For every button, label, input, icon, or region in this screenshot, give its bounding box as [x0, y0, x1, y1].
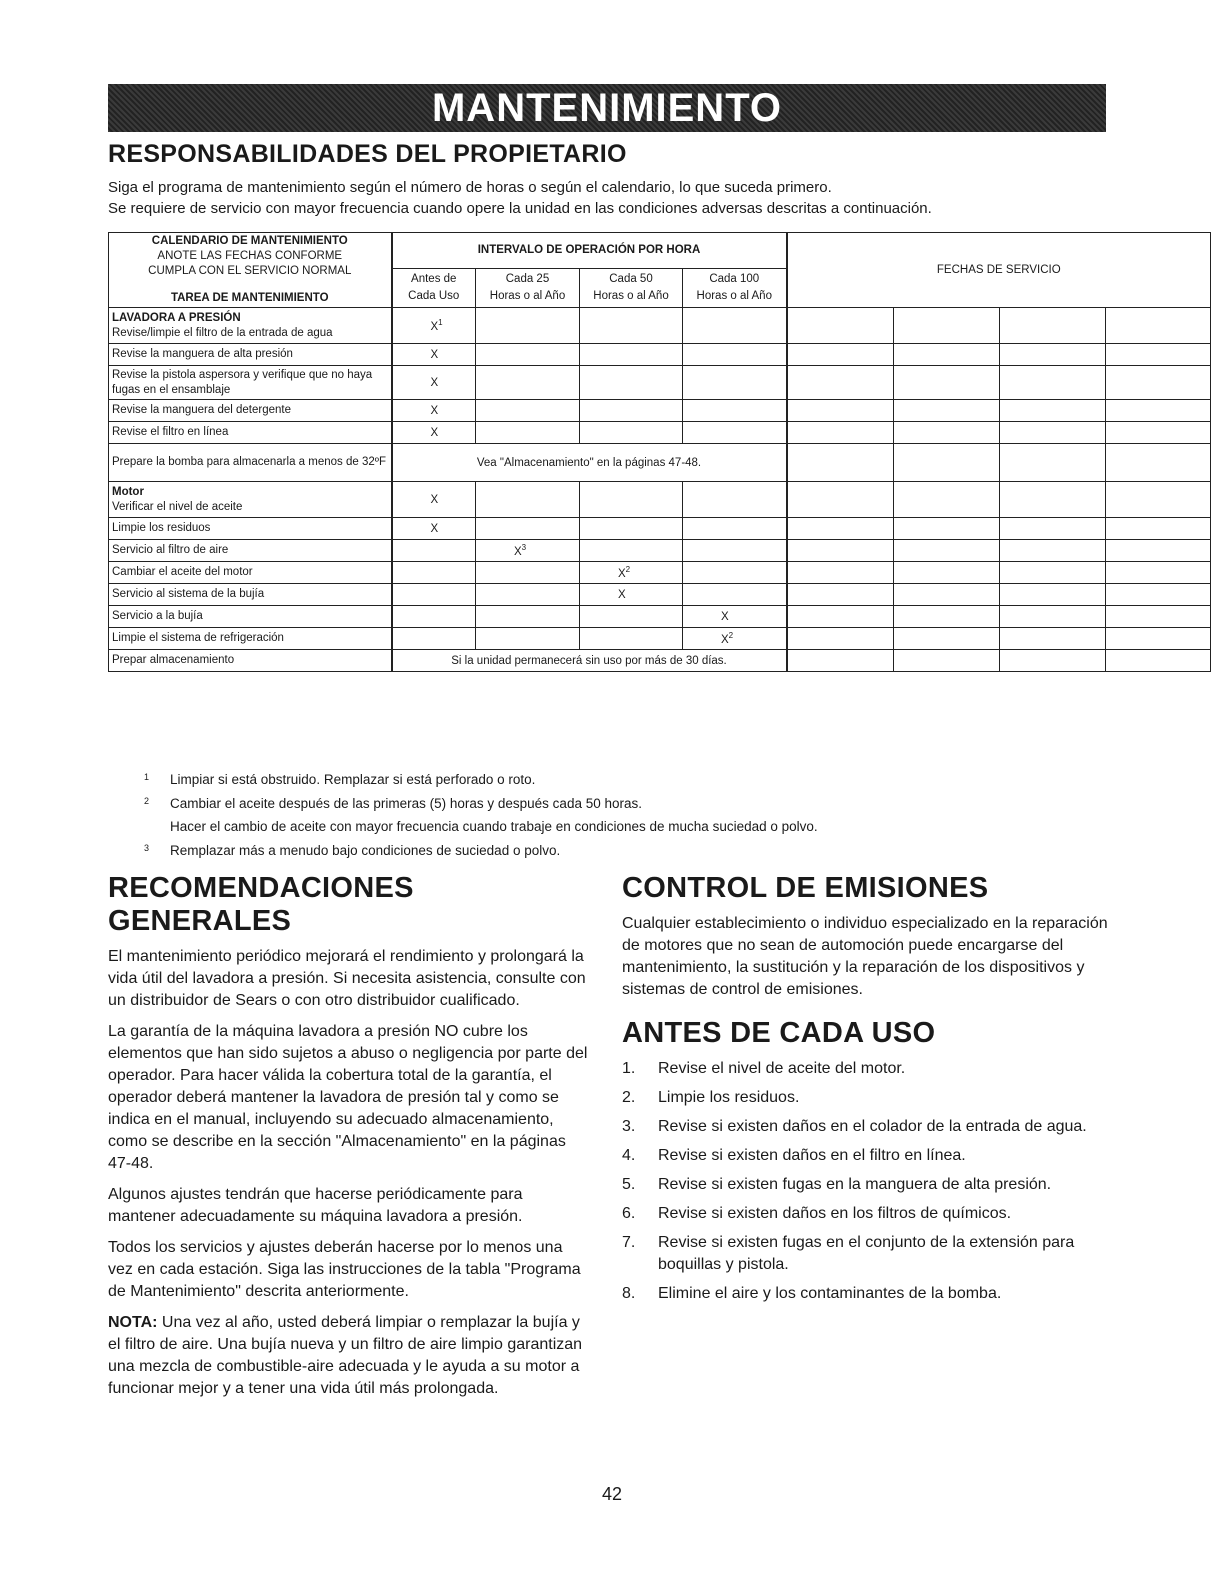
service-date-cell[interactable]	[894, 422, 1000, 444]
service-date-cell[interactable]	[787, 584, 894, 606]
interval-mark: X	[514, 545, 522, 558]
task-label: Revise el filtro en línea	[112, 426, 229, 438]
service-date-cell[interactable]	[894, 562, 1000, 584]
interval-mark: X	[430, 522, 439, 535]
service-date-cell[interactable]	[787, 562, 894, 584]
table-row	[109, 628, 1211, 650]
list-item: 5. Revise si existen fugas en la manguera de alta presión.	[622, 1176, 1052, 1193]
service-date-cell[interactable]	[787, 650, 894, 672]
interval-header: INTERVALO DE OPERACIÓN POR HORA	[392, 233, 787, 269]
service-date-cell[interactable]	[1000, 366, 1106, 400]
task-label: Revise la manguera del detergente	[112, 404, 292, 416]
table-row	[109, 308, 1211, 344]
service-date-cell[interactable]	[1106, 562, 1211, 584]
task-label: Cambiar el aceite del motor	[112, 566, 253, 578]
footnote-text: Remplazar más a menudo bajo condiciones de suciedad o polvo.	[170, 842, 561, 858]
interval-cell	[392, 400, 476, 422]
table-row	[109, 540, 1211, 562]
col-before-each-use: Antes de Cada Uso	[392, 268, 476, 307]
service-date-cell[interactable]	[1106, 540, 1211, 562]
service-date-cell[interactable]	[1000, 518, 1106, 540]
interval-cell	[580, 628, 683, 650]
calendar-header-cell	[109, 233, 392, 308]
interval-cell	[580, 606, 683, 628]
interval-cell	[580, 482, 683, 518]
before-each-use-heading: ANTES DE CADA USO	[622, 1017, 936, 1049]
note-text: Una vez al año, usted deberá limpiar o remplazar la bujía y el filtro de aire. Una bujía nueva y un filtro de aire limpio garantizan una mezcla de combustible-aire adecuada y le ayuda a su motor a funcionar mejor y a tener una vida útil más prolongada.	[108, 1314, 583, 1397]
interval-cell	[476, 540, 580, 562]
interval-cell	[683, 308, 787, 344]
table-row	[109, 606, 1211, 628]
task-cell	[109, 482, 392, 518]
service-date-cell[interactable]	[1000, 482, 1106, 518]
task-cell	[109, 518, 392, 540]
task-label: Servicio al sistema de la bujía	[112, 588, 265, 600]
footnote-number: 3	[144, 842, 150, 853]
service-date-cell[interactable]	[894, 518, 1000, 540]
interval-note: Vea "Almacenamiento" en la páginas 47-48.	[392, 444, 787, 482]
interval-cell	[392, 628, 476, 650]
task-label: Revise la pistola aspersora y verifique que no haya fugas en el ensamblaje	[112, 368, 373, 396]
service-date-cell[interactable]	[894, 344, 1000, 366]
footnote	[144, 815, 1044, 839]
calendar-line-2: CUMPLA CON EL SERVICIO NORMAL	[148, 265, 352, 277]
task-cell	[109, 584, 392, 606]
interval-cell	[683, 606, 787, 628]
interval-cell	[476, 606, 580, 628]
list-item: 1. Revise el nivel de aceite del motor.	[622, 1060, 906, 1077]
interval-cell	[580, 518, 683, 540]
interval-mark: X	[618, 567, 626, 580]
task-cell	[109, 562, 392, 584]
interval-cell	[476, 366, 580, 400]
interval-mark: X	[430, 348, 439, 361]
interval-note: Si la unidad permanecerá sin uso por más de 30 días.	[392, 650, 787, 672]
task-cell	[109, 628, 392, 650]
interval-mark: X	[430, 493, 439, 506]
interval-cell	[476, 562, 580, 584]
service-date-cell[interactable]	[1000, 400, 1106, 422]
service-date-cell[interactable]	[894, 540, 1000, 562]
calendar-title: CALENDARIO DE MANTENIMIENTO	[151, 235, 348, 247]
col-every-50: Cada 50 Horas o al Año	[580, 268, 683, 307]
service-date-cell[interactable]	[787, 308, 894, 344]
service-date-cell[interactable]	[1000, 628, 1106, 650]
owner-responsibilities-heading: RESPONSABILIDADES DEL PROPIETARIO	[108, 140, 627, 168]
service-date-cell[interactable]	[787, 422, 894, 444]
general-note	[108, 1312, 588, 1400]
table-row	[109, 400, 1211, 422]
service-date-cell[interactable]	[894, 308, 1000, 344]
interval-mark: X	[430, 376, 439, 389]
interval-cell	[580, 422, 683, 444]
maintenance-schedule-table	[108, 232, 1211, 672]
interval-cell	[392, 584, 476, 606]
service-date-cell[interactable]	[894, 584, 1000, 606]
section-banner	[108, 84, 1106, 132]
task-cell	[109, 400, 392, 422]
interval-cell	[476, 400, 580, 422]
interval-cell	[476, 344, 580, 366]
list-item: 6. Revise si existen daños en los filtros de químicos.	[622, 1205, 1012, 1222]
table-row	[109, 366, 1211, 400]
service-date-cell[interactable]	[787, 628, 894, 650]
task-label: Limpie el sistema de refrigeración	[112, 632, 284, 644]
task-label: Revise/limpie el filtro de la entrada de agua	[112, 326, 333, 339]
note-label: NOTA:	[108, 1314, 158, 1331]
interval-cell	[476, 628, 580, 650]
interval-mark: X	[430, 404, 439, 417]
interval-cell	[392, 562, 476, 584]
task-label: Prepar almacenamiento	[112, 654, 235, 666]
task-label: Servicio a la bujía	[112, 610, 203, 622]
general-paragraph-3: Algunos ajustes tendrán que hacerse periódicamente para mantener adecuadamente su máquina lavadora a presión.	[108, 1186, 523, 1225]
service-date-cell[interactable]	[1000, 422, 1106, 444]
service-date-cell[interactable]	[1000, 444, 1106, 482]
interval-cell	[580, 344, 683, 366]
interval-cell	[392, 606, 476, 628]
service-date-cell[interactable]	[1000, 650, 1106, 672]
service-date-cell[interactable]	[787, 482, 894, 518]
footnote-ref: 2	[728, 631, 734, 641]
service-date-cell[interactable]	[787, 518, 894, 540]
task-label: Revise la manguera de alta presión	[112, 348, 293, 360]
col-every-100: Cada 100 Horas o al Año	[683, 268, 787, 307]
interval-cell	[683, 422, 787, 444]
table-row	[109, 444, 1211, 482]
service-date-cell[interactable]	[787, 344, 894, 366]
task-header: TAREA DE MANTENIMIENTO	[170, 292, 329, 304]
general-paragraph-2: La garantía de la máquina lavadora a presión NO cubre los elementos que han sido sujetos a abuso o negligencia por parte del operador. Para hacer válida la cobertura total de la garantía, el operador deberá mantener la lavadora de presión tal y como se indica en el manual, incluyendo su adecuado almacenamiento, como se describe en la sección "Almacenamiento" en la páginas 47-48.	[108, 1023, 588, 1172]
footnote	[144, 839, 1044, 863]
list-item: 2. Limpie los residuos.	[622, 1089, 800, 1106]
footnote	[144, 792, 1044, 816]
service-date-cell[interactable]	[894, 606, 1000, 628]
col-every-25: Cada 25 Horas o al Año	[476, 268, 580, 307]
list-item: 7. Revise si existen fugas en el conjunto de la extensión para boquillas y pistola.	[622, 1234, 1075, 1273]
section-label: LAVADORA A PRESIÓN	[112, 311, 241, 324]
footnote-text: Limpiar si está obstruido. Remplazar si está perforado o roto.	[170, 772, 536, 787]
table-row	[109, 562, 1211, 584]
table-row	[109, 422, 1211, 444]
interval-cell	[392, 540, 476, 562]
service-date-cell[interactable]	[894, 400, 1000, 422]
page-number: 42	[601, 1484, 623, 1504]
task-cell	[109, 650, 392, 672]
emissions-heading: CONTROL DE EMISIONES	[622, 872, 989, 904]
intro-line-2: Se requiere de servicio con mayor frecuencia cuando opere la unidad en las condiciones adversas descritas a continuación.	[108, 200, 932, 217]
list-item: 3. Revise si existen daños en el colador de la entrada de agua.	[622, 1118, 1087, 1135]
service-date-cell[interactable]	[894, 482, 1000, 518]
calendar-line-1: ANOTE LAS FECHAS CONFORME	[157, 250, 343, 262]
general-paragraph-4: Todos los servicios y ajustes deberán hacerse por lo menos una vez en cada estación. Siga las instrucciones de la tabla "Programa de Mantenimiento" descrita anteriormente.	[108, 1239, 581, 1300]
interval-cell	[476, 482, 580, 518]
service-date-cell[interactable]	[1000, 584, 1106, 606]
section-label: Motor	[112, 485, 144, 498]
footnote-text: Cambiar el aceite después de las primeras (5) horas y después cada 50 horas.	[170, 795, 642, 811]
interval-cell	[476, 584, 580, 606]
service-date-cell[interactable]	[894, 444, 1000, 482]
interval-mark: X	[721, 610, 729, 623]
service-date-cell[interactable]	[1000, 562, 1106, 584]
interval-cell	[683, 562, 787, 584]
list-item: 8. Elimine el aire y los contaminantes de la bomba.	[622, 1285, 1002, 1302]
table-row	[109, 482, 1211, 518]
interval-mark: X	[721, 633, 729, 646]
task-cell	[109, 606, 392, 628]
task-cell	[109, 422, 392, 444]
interval-cell	[683, 400, 787, 422]
interval-mark: X	[430, 320, 439, 333]
service-date-cell[interactable]	[1106, 366, 1211, 400]
interval-cell	[392, 366, 476, 400]
list-item: 4. Revise si existen daños en el filtro en línea.	[622, 1147, 966, 1164]
service-date-cell[interactable]	[1106, 606, 1211, 628]
table-row	[109, 584, 1211, 606]
task-cell	[109, 444, 392, 482]
service-date-cell[interactable]	[787, 606, 894, 628]
emissions-text: Cualquier establecimiento o individuo especializado en la reparación de motores que no sean de automoción puede encargarse del mantenimiento, la sustitución y la reparación de los dispositivos y sistemas de control de emisiones.	[622, 915, 1108, 998]
service-date-cell[interactable]	[787, 444, 894, 482]
table-row	[109, 518, 1211, 540]
task-cell	[109, 366, 392, 400]
service-date-cell[interactable]	[894, 366, 1000, 400]
footnotes	[144, 768, 1044, 862]
interval-cell	[476, 422, 580, 444]
footnote-ref: 3	[521, 543, 527, 553]
service-date-cell[interactable]	[1000, 344, 1106, 366]
right-column	[622, 872, 1112, 1312]
interval-cell	[683, 344, 787, 366]
footnote-text: Hacer el cambio de aceite con mayor frecuencia cuando trabaje en condiciones de mucha suciedad o polvo.	[170, 819, 818, 834]
service-date-cell[interactable]	[1106, 422, 1211, 444]
interval-cell	[476, 308, 580, 344]
footnote-ref: 1	[438, 318, 443, 328]
task-label: Prepare la bomba para almacenarla a menos de 32ºF	[112, 456, 386, 468]
footnote-ref: 2	[625, 565, 631, 575]
task-cell	[109, 540, 392, 562]
interval-cell	[580, 308, 683, 344]
service-date-cell[interactable]	[1106, 344, 1211, 366]
interval-cell	[580, 540, 683, 562]
interval-cell	[683, 518, 787, 540]
interval-cell	[683, 366, 787, 400]
service-date-cell[interactable]	[787, 366, 894, 400]
interval-cell	[392, 518, 476, 540]
interval-cell	[580, 366, 683, 400]
service-date-cell[interactable]	[787, 540, 894, 562]
owner-intro	[108, 177, 1118, 219]
service-date-cell[interactable]	[1106, 650, 1211, 672]
task-cell	[109, 308, 392, 344]
before-use-list	[622, 1058, 1112, 1305]
table-row	[109, 344, 1211, 366]
service-date-cell[interactable]	[1000, 606, 1106, 628]
interval-cell	[392, 482, 476, 518]
task-label: Limpie los residuos	[112, 522, 211, 534]
service-date-cell[interactable]	[894, 628, 1000, 650]
interval-cell	[392, 344, 476, 366]
general-recommendations	[108, 872, 588, 1409]
service-date-cell[interactable]	[1000, 308, 1106, 344]
interval-cell	[580, 400, 683, 422]
interval-cell	[683, 482, 787, 518]
general-paragraph-1: El mantenimiento periódico mejorará el rendimiento y prolongará la vida útil del lavadora a presión. Si necesita asistencia, consulte con un distribuidor de Sears o con otro distribuidor cualificado.	[108, 948, 586, 1009]
service-date-cell[interactable]	[1106, 518, 1211, 540]
service-dates-header: FECHAS DE SERVICIO	[787, 233, 1211, 308]
interval-mark: X	[618, 588, 626, 601]
table-row	[109, 650, 1211, 672]
footnote-number: 2	[144, 795, 150, 806]
banner-title: MANTENIMIENTO	[431, 85, 783, 130]
interval-cell	[580, 562, 683, 584]
interval-mark: X	[430, 426, 439, 439]
service-date-cell[interactable]	[787, 400, 894, 422]
service-date-cell[interactable]	[894, 650, 1000, 672]
task-label: Servicio al filtro de aire	[112, 544, 229, 556]
interval-cell	[683, 584, 787, 606]
task-cell	[109, 344, 392, 366]
service-date-cell[interactable]	[1106, 628, 1211, 650]
footnote-number: 1	[144, 772, 150, 782]
intro-line-1: Siga el programa de mantenimiento según el número de horas o según el calendario, lo que suceda primero.	[108, 179, 832, 196]
service-date-cell[interactable]	[1106, 482, 1211, 518]
service-date-cell[interactable]	[1106, 400, 1211, 422]
interval-cell	[392, 308, 476, 344]
general-recommendations-heading: RECOMENDACIONES GENERALES	[108, 872, 414, 937]
service-date-cell[interactable]	[1106, 584, 1211, 606]
interval-cell	[683, 628, 787, 650]
interval-cell	[392, 422, 476, 444]
service-date-cell[interactable]	[1106, 444, 1211, 482]
interval-cell	[476, 518, 580, 540]
service-date-cell[interactable]	[1000, 540, 1106, 562]
service-date-cell[interactable]	[1106, 308, 1211, 344]
interval-cell	[580, 584, 683, 606]
footnote	[144, 768, 1044, 792]
task-label: Verificar el nivel de aceite	[112, 500, 243, 513]
interval-cell	[683, 540, 787, 562]
